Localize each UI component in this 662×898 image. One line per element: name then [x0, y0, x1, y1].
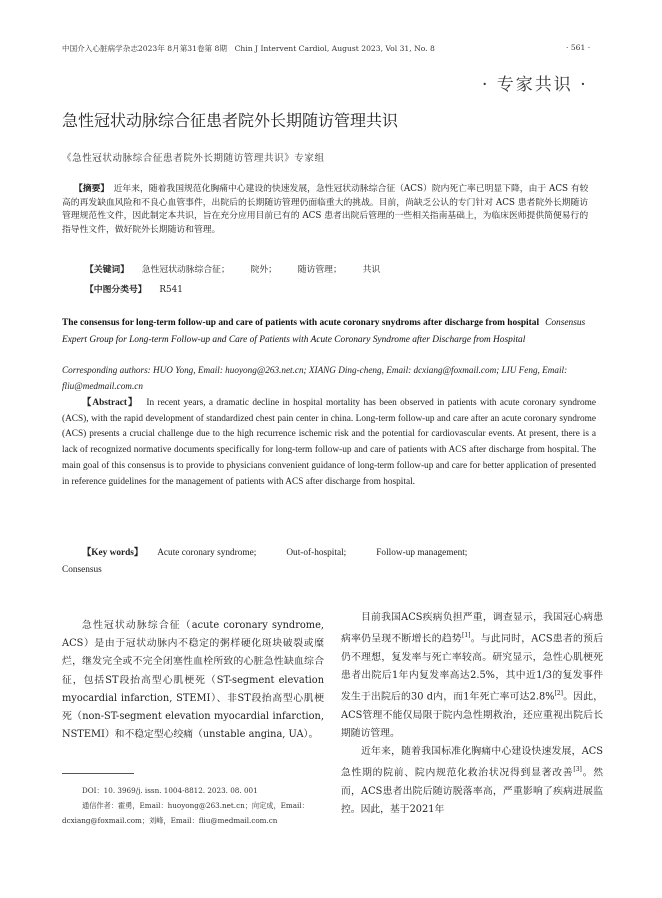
english-group: Consensus Expert Group for Long-term Follow-up and Care of Patients with Acute Coronary Syndrome after Discharge from Hospital	[62, 318, 586, 345]
body-paragraph: 急性冠状动脉综合征（acute coronary syndrome, ACS）是由于冠状动脉内不稳定的粥样硬化斑块破裂或糜烂，继发完全或不完全闭塞性血栓所致的心脏急性缺血综合征，包括ST段抬高型心肌梗死（ST-segment elevation myocardial infarction, STEMI）、非ST段抬高型心肌梗死（non-ST-segment elevation myocardial infarction, NSTEMI）和不稳定型心绞痛（unstable angina, UA）。	[62, 620, 324, 741]
keyword: 随访管理；	[297, 265, 342, 275]
citation: [3]	[573, 766, 582, 774]
clc-label: 【中图分类号】	[85, 285, 147, 295]
keywords-label: 【关键词】	[85, 265, 129, 275]
footnote-rule	[62, 773, 134, 774]
body-paragraph: 近年来，随着我国标准化胸痛中心建设快速发展，ACS急性期的院前、院内规范化救治状况得到显著改善[3]。然而，ACS患者出院后随访脱落率高，严重影响了疾病进展监控。因此，基于2021年	[341, 745, 603, 815]
page-number: · 561 ·	[566, 43, 591, 52]
keyword: Acute coronary syndrome;	[157, 548, 257, 558]
section-tag: · 专家共识 ·	[482, 75, 588, 95]
english-abstract-label: 【Abstract】	[82, 398, 139, 408]
body-paragraph: 目前我国ACS疾病负担严重，调查显示，我国冠心病患病率仍呈现不断增长的趋势[1]。与此同时，ACS患者的预后仍不理想，复发率与死亡率较高。研究显示，急性心肌梗死患者出院后1年内复发率高达2.5%，其中近1/3的复发事件发生于出院后的30 d内，而1年死亡率可达2.8%[2]。因此，ACS管理不能仅局限于院内急性期救治，还应重视出院后长期随访管理。	[341, 612, 603, 739]
keyword: 急性冠状动脉综合征；	[141, 265, 230, 275]
abstract-label: 【摘要】	[74, 184, 105, 194]
article-title: 急性冠状动脉综合征患者院外长期随访管理共识	[62, 111, 399, 130]
english-abstract	[62, 396, 596, 490]
english-keywords-label: 【Key words】	[82, 548, 144, 558]
footnote	[62, 783, 324, 828]
chinese-abstract	[62, 183, 596, 238]
clc-number: R541	[159, 285, 183, 295]
keyword: Out-of-hospital;	[286, 548, 347, 558]
body-left-column	[62, 617, 324, 744]
running-head: 中国介入心脏病学杂志2023年 8月第31卷第 8期 Chin J Intervent Cardiol, August 2023, Vol 31, No. 8	[62, 44, 435, 53]
citation: [1]	[462, 632, 471, 640]
abstract-text: 近年来，随着我国规范化胸痛中心建设的快速发展，急性冠状动脉综合征（ACS）院内死亡率已明显下降，由于 ACS 有较高的再发缺血风险和不良心血管事件，出院后的长期随访管理仍面临重大的挑战。目前，尚缺乏公认的专门针对 ACS 患者院外长期随访管理规范性文件，因此制定本共识，旨在充分应用目前已有的 ACS 患者出院后管理的一些相关指南基础上，为临床医师提供简便易行的指导性文件，做好院外长期随访和管理。	[62, 184, 589, 236]
body-right-column	[341, 609, 603, 819]
english-abstract-text: In recent years, a dramatic decline in hospital mortality has been observed in patients with acute coronary syndrome (ACS), with the rapid development of standardized chest pain center in china. Long-term follow-up and care after an acute coronary syndrome (ACS) presents a crucial challenge due to the high recurrence ischemic risk and the potential for cardiovascular events. At present, there is a lack of recognized normative documents specifically for long-term follow-up and care of patients with ACS after discharge from hospital. The main goal of this consensus is to provide to physicians convenient guidance of long-term follow-up and care for better application of presented in reference guidelines for the management of patients with ACS after discharge from hospital.	[62, 398, 596, 487]
doi: DOI：10. 3969/j. issn. 1004-8812. 2023. 08. 001	[82, 786, 258, 795]
correspondence: 通信作者：霍勇，Email：huoyong@263.net.cn；向定成，Email：dcxiang@foxmail.com；刘峰，Email：fliu@medmail.com.cn	[62, 801, 309, 825]
keyword: 共识	[362, 265, 381, 275]
citation: [2]	[554, 690, 564, 698]
keyword: 院外；	[250, 265, 277, 275]
keyword: Consensus	[62, 565, 102, 575]
english-title: The consensus for long-term follow-up and care of patients with acute coronary snydroms after discharge from hospital	[62, 318, 540, 328]
keyword: Follow-up management;	[376, 548, 468, 558]
author-group: 《急性冠状动脉综合征患者院外长期随访管理共识》专家组	[62, 153, 325, 164]
english-title-block	[62, 315, 596, 349]
chinese-keywords	[85, 262, 398, 275]
corresponding-authors: Corresponding authors: HUO Yong, Email: huoyong@263.net.cn; XIANG Ding-cheng, Email: dcxiang@foxmail.com; LIU Feng, Email: fliu@medmail.com.cn	[62, 365, 568, 391]
english-keywords	[62, 545, 596, 579]
clc-line	[85, 282, 183, 295]
